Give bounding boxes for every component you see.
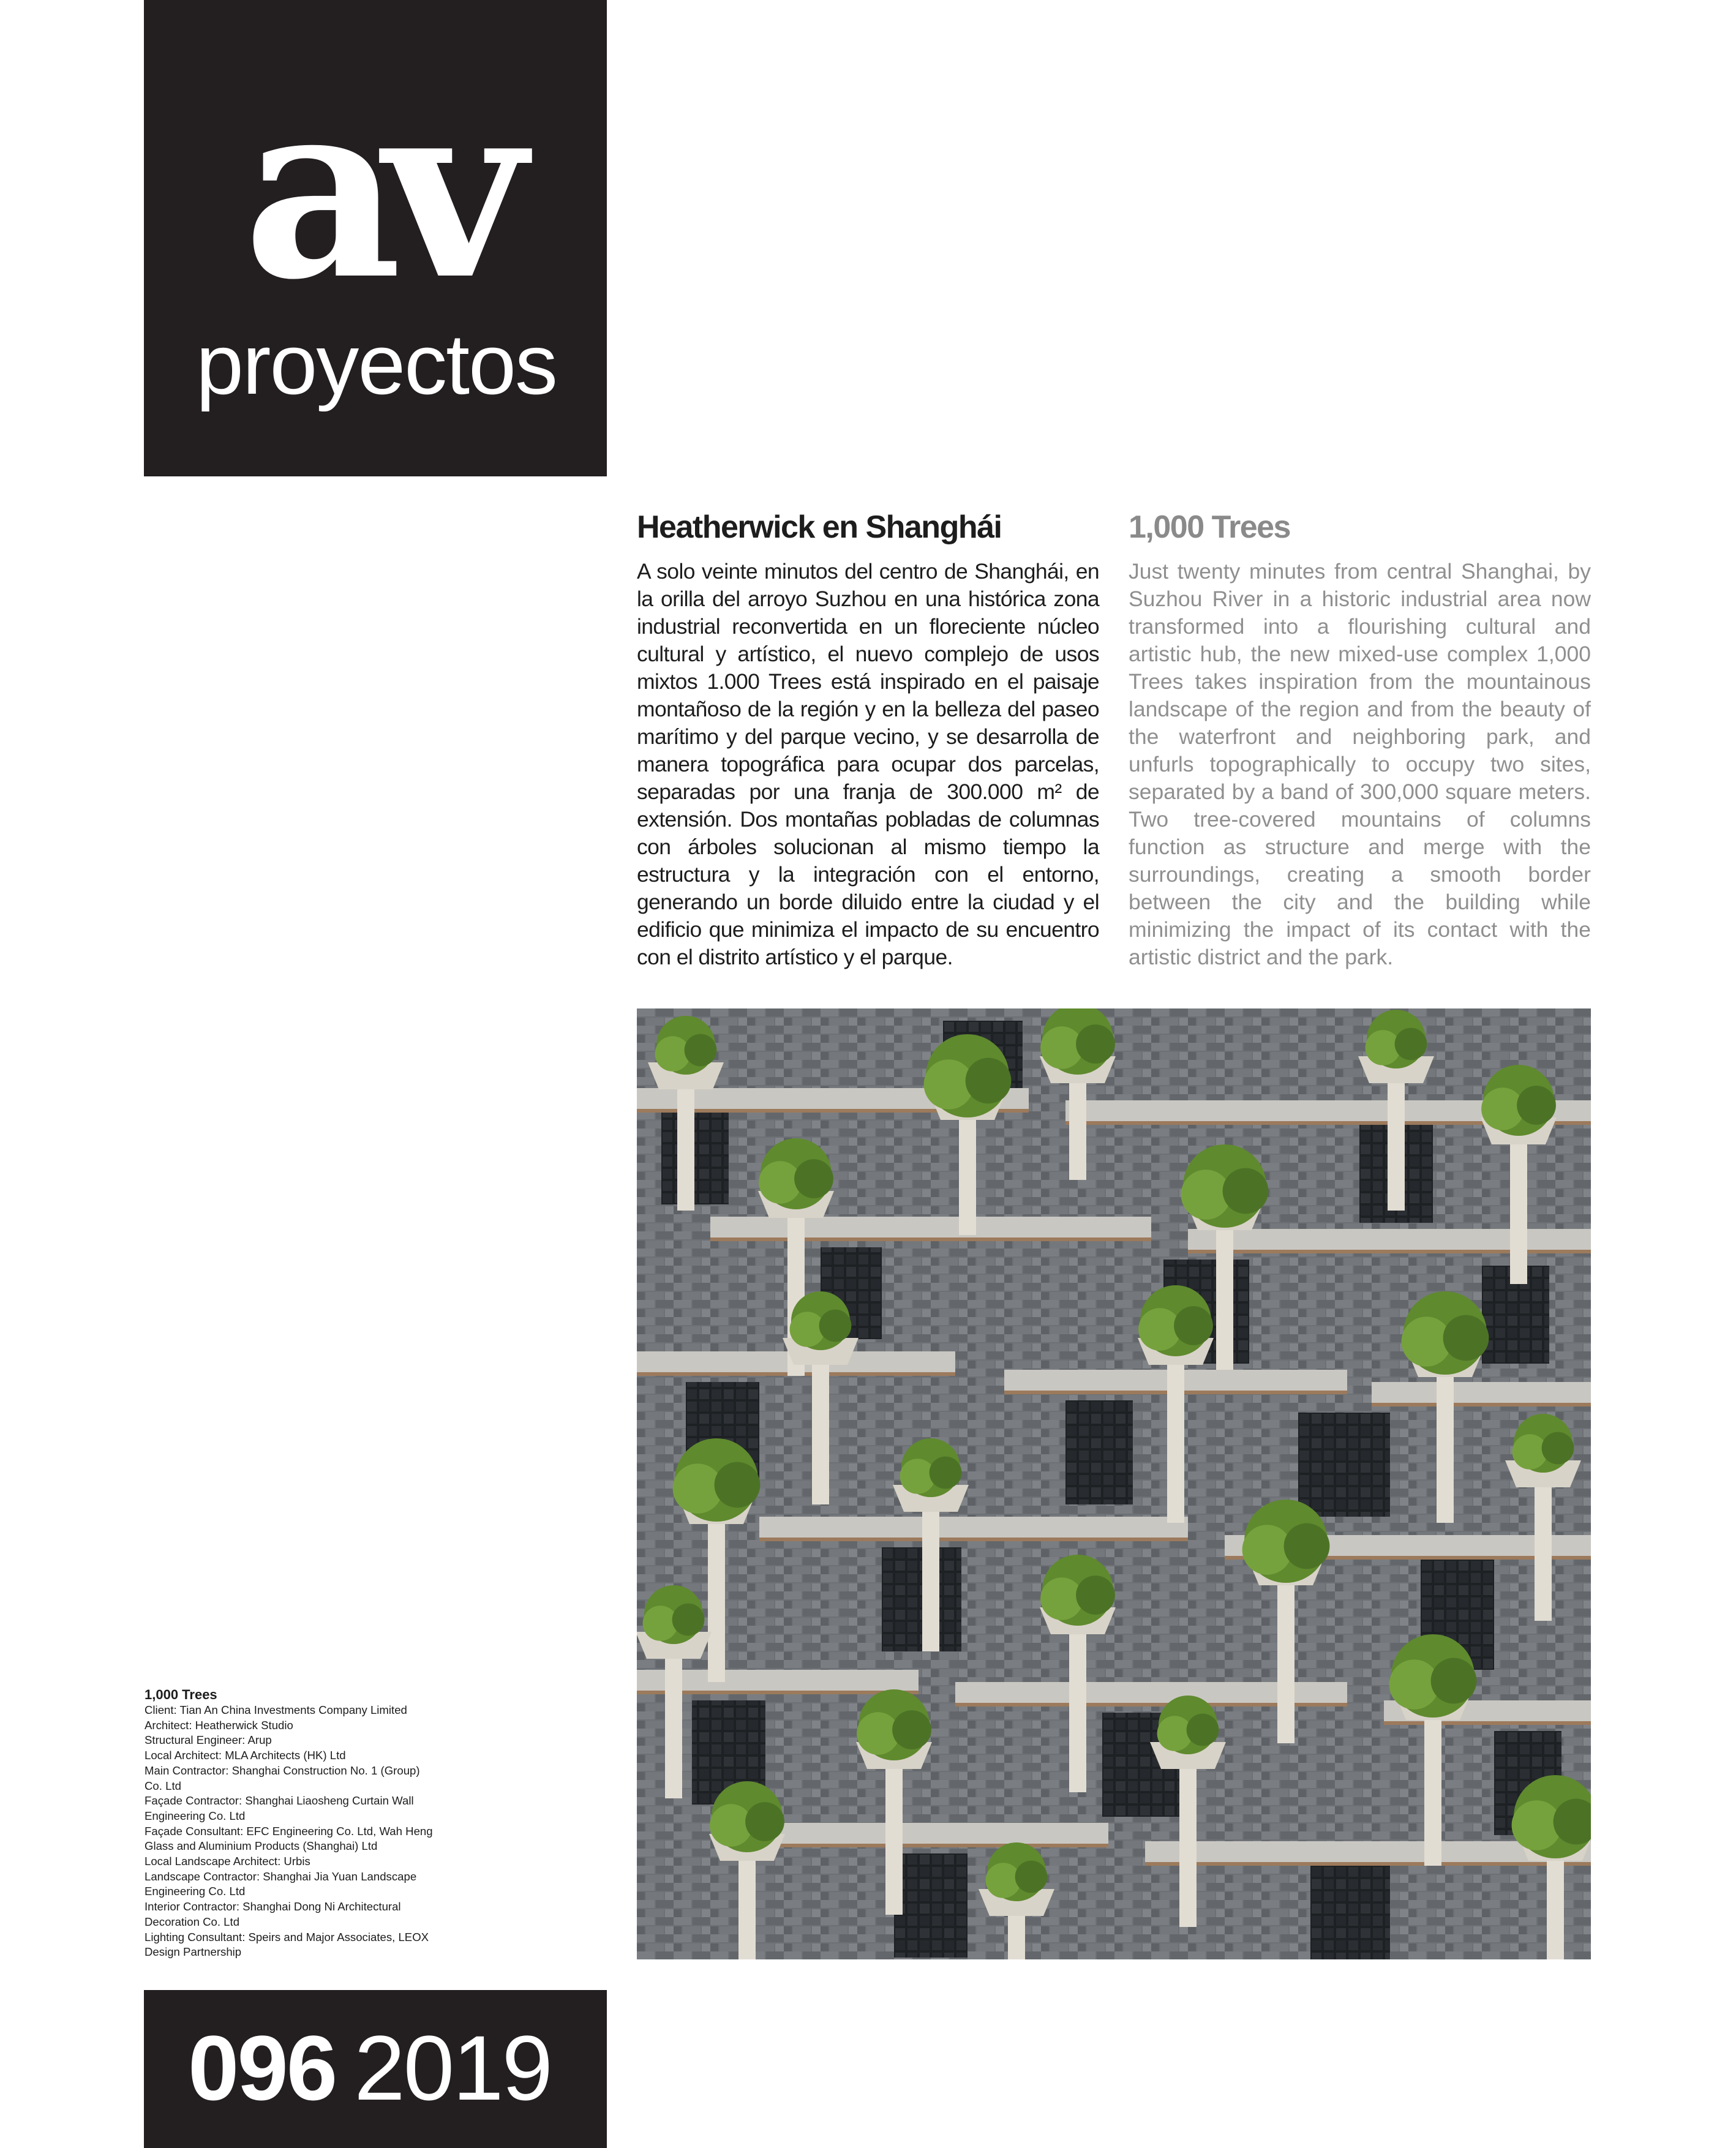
tree-canopy bbox=[672, 1604, 705, 1636]
tree-canopy bbox=[1284, 1523, 1330, 1569]
terrace-edge bbox=[1384, 1721, 1591, 1725]
window bbox=[882, 1547, 961, 1651]
tree-canopy bbox=[685, 1034, 717, 1067]
masthead-logo bbox=[144, 0, 607, 476]
tree-canopy bbox=[1015, 1861, 1048, 1893]
issue-year: 2019 bbox=[354, 2016, 551, 2119]
terrace-edge bbox=[1372, 1403, 1591, 1406]
credit-line: Façade Contractor: Shanghai Liaosheng Curtain Wall bbox=[145, 1794, 414, 1808]
tree-canopy bbox=[715, 1462, 761, 1508]
column bbox=[1008, 1915, 1025, 1959]
terrace-slab bbox=[1372, 1382, 1591, 1403]
tree-canopy bbox=[966, 1058, 1012, 1104]
window bbox=[1298, 1413, 1390, 1517]
tree-canopy bbox=[1174, 1306, 1213, 1345]
column bbox=[1547, 1860, 1564, 1959]
credit-line: Interior Contractor: Shanghai Dong Ni Architectural bbox=[145, 1900, 401, 1913]
terrace-edge bbox=[759, 1538, 1188, 1541]
credit-line: Engineering Co. Ltd bbox=[145, 1885, 246, 1898]
terrace-edge bbox=[710, 1237, 1151, 1241]
tree-canopy bbox=[1395, 1028, 1427, 1061]
tree-canopy bbox=[1431, 1658, 1477, 1704]
issue-footer bbox=[144, 1990, 607, 2148]
terrace-slab bbox=[759, 1517, 1188, 1538]
body-english: Just twenty minutes from central Shanghai, by Suzhou River in a historic industrial area now transformed into a flourishing cultural and artistic hub, the new mixed-use complex 1,000 Trees takes inspiration from the mountainous landscape of the region and from the beauty of the waterfront and neighboring park, and unfurls topographically to occupy two sites, separated by a band of 300,000 square meters. Two tree-covered mountains of columns function as structure and merge with the surroundings, creating a smooth border between the city and the building while minimizing the impact of its contact with the artistic district and the park. bbox=[1129, 559, 1591, 969]
tree-canopy bbox=[745, 1802, 784, 1841]
tree-canopy bbox=[1542, 1432, 1574, 1465]
column bbox=[1069, 1082, 1086, 1180]
building-photo bbox=[637, 1008, 1591, 1959]
column bbox=[1069, 1633, 1086, 1792]
credits-title: 1,000 Trees bbox=[145, 1687, 217, 1702]
column bbox=[1535, 1486, 1552, 1621]
heading-english: 1,000 Trees bbox=[1129, 509, 1290, 545]
project-credits bbox=[145, 1687, 487, 1960]
column bbox=[812, 1364, 829, 1504]
terrace-slab bbox=[710, 1217, 1151, 1237]
column bbox=[1388, 1082, 1405, 1211]
window bbox=[1310, 1866, 1390, 1959]
terrace-slab bbox=[729, 1823, 1108, 1844]
column bbox=[885, 1768, 903, 1915]
column bbox=[677, 1088, 694, 1211]
column bbox=[738, 1860, 756, 1959]
tree-canopy bbox=[819, 1310, 852, 1342]
credit-line: Façade Consultant: EFC Engineering Co. Ltd, Wah Heng bbox=[145, 1824, 433, 1838]
credit-line: Co. Ltd bbox=[145, 1779, 181, 1792]
tree-canopy bbox=[1443, 1315, 1489, 1361]
terrace-slab bbox=[1188, 1229, 1591, 1250]
credit-line: Lighting Consultant: Speirs and Major Associates, LEOX bbox=[145, 1930, 429, 1943]
column bbox=[1167, 1364, 1184, 1523]
column bbox=[708, 1523, 725, 1682]
column bbox=[1424, 1719, 1441, 1866]
credit-line: Glass and Aluminium Products (Shanghai) Ltd bbox=[145, 1839, 378, 1853]
credit-line: Design Partnership bbox=[145, 1945, 242, 1959]
body-spanish: A solo veinte minutos del centro de Shanghái, en la orilla del arroyo Suzhou en una histórica zona industrial reconvertida en un floreciente núcleo cultural y artístico, el nuevo complejo de usos mixtos 1.000 Trees está inspirado en el paisaje montañoso de la región y en la belleza del paseo marítimo y del parque vecino, y se desarrolla de manera topográfica para ocupar dos parcelas, separadas por una franja de 300.000 m² de extensión. Dos montañas pobladas de columnas con árboles solucionan al mismo tiempo la estructura y la integración con el entorno, generando un borde diluido entre la ciudad y el edificio que minimiza el impacto de su encuentro con el distrito artístico y el parque. bbox=[637, 559, 1099, 969]
credit-line: Landscape Contractor: Shanghai Jia Yuan Landscape bbox=[145, 1869, 417, 1883]
credit-line: Structural Engineer: Arup bbox=[145, 1733, 272, 1747]
building-photo-illustration bbox=[637, 1008, 1591, 1959]
logo-subtitle: proyectos bbox=[196, 316, 557, 412]
credit-line: Architect: Heatherwick Studio bbox=[145, 1718, 293, 1732]
article-spanish bbox=[637, 505, 1099, 971]
tree-canopy bbox=[930, 1457, 962, 1489]
column bbox=[1277, 1584, 1294, 1743]
window bbox=[661, 1113, 729, 1204]
tree-canopy bbox=[1517, 1086, 1556, 1125]
column bbox=[665, 1658, 682, 1798]
terrace-edge bbox=[729, 1844, 1108, 1847]
column bbox=[1216, 1229, 1233, 1370]
credit-line: Main Contractor: Shanghai Construction No. 1 (Group) bbox=[145, 1763, 420, 1777]
terrace-edge bbox=[1145, 1862, 1591, 1866]
logo-av: av bbox=[243, 46, 508, 334]
tree-canopy bbox=[1076, 1024, 1115, 1064]
credit-line: Decoration Co. Ltd bbox=[145, 1915, 240, 1928]
credit-line: Local Landscape Architect: Urbis bbox=[145, 1855, 310, 1868]
tree-canopy bbox=[1187, 1714, 1219, 1746]
column bbox=[922, 1511, 939, 1651]
tree-canopy bbox=[1223, 1168, 1269, 1214]
window bbox=[894, 1853, 968, 1958]
tree-canopy bbox=[892, 1710, 931, 1749]
credit-line: Client: Tian An China Investments Company Limited bbox=[145, 1703, 407, 1716]
window bbox=[1065, 1400, 1133, 1504]
column bbox=[959, 1119, 976, 1235]
article-english bbox=[1129, 505, 1591, 971]
credit-line: Engineering Co. Ltd bbox=[145, 1809, 246, 1822]
credit-line: Local Architect: MLA Architects (HK) Ltd bbox=[145, 1749, 346, 1762]
column bbox=[1179, 1768, 1197, 1927]
tree-canopy bbox=[794, 1159, 833, 1198]
tree-canopy bbox=[1076, 1575, 1115, 1615]
column bbox=[1510, 1143, 1527, 1284]
heading-spanish: Heatherwick en Shanghái bbox=[637, 509, 1002, 545]
issue-number: 096 bbox=[188, 2016, 336, 2119]
terrace-edge bbox=[1188, 1250, 1591, 1253]
column bbox=[1437, 1376, 1454, 1523]
